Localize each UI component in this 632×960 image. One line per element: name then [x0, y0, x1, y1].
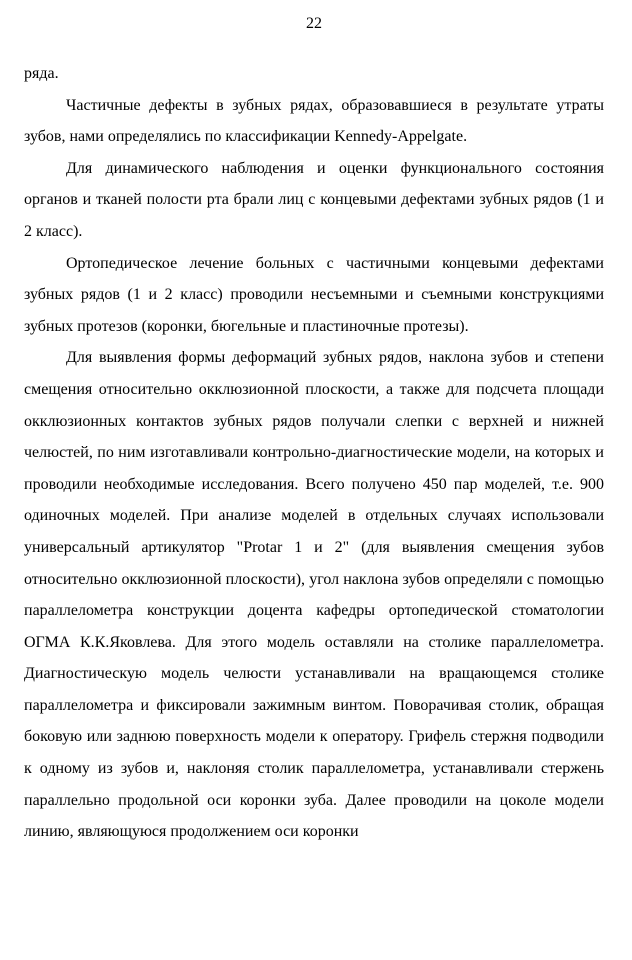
paragraph-continuation: ряда. — [24, 65, 59, 82]
paragraph-orthopedic-treatment: Ортопедическое лечение больных с частичными концевыми дефектами зубных рядов (1 и 2 класс) проводили несъемными и съемными конструкциями зубных протезов (коронки, бюгельные и пластиночные протезы). — [24, 254, 604, 335]
paragraph-dynamic-observation: Для динамического наблюдения и оценки функционального состояния органов и тканей полости рта брали лиц с концевыми дефектами зубных рядов (1 и 2 класс). — [24, 159, 604, 240]
paragraph-model-analysis: Для выявления формы деформаций зубных рядов, наклона зубов и степени смещения относительно окклюзионной плоскости, а также для подсчета площади окклюзионных контактов зубных рядов получали слепки с верхней и нижней челюстей, по ним изготавливали контрольно-диагностические модели, на которых и проводили необходимые исследования. Всего получено 450 пар моделей, т.е. 900 одиночных моделей. При анализе моделей в отдельных случаях использовали универсальный артикулятор "Protar 1 и 2" (для выявления смещения зубов относительно окклюзионной плоскости), угол наклона зубов определяли с помощью параллелометра конструкции доцента кафедры ортопедической стоматологии ОГМА К.К.Яковлева. Для этого модель оставляли на столике параллелометра. Диагностическую модель челюсти устанавливали на вращающемся столике параллелометра и фиксировали зажимным винтом. Поворачивая столик, обращая боковую или заднюю поверхность модели к оператору. Грифель стержня подводили к одному из зубов и, наклоняя столик параллелометра, устанавливали стержень параллельно продольной оси коронки зуба. Далее проводили на цоколе модели линию, являющуюся продолжением оси коронки — [24, 349, 604, 841]
paragraph-defects-classification: Частичные дефекты в зубных рядах, образовавшиеся в результате утраты зубов, нами определялись по классификации Kennedy-Appelgate. — [24, 96, 604, 146]
page-number: 22 — [306, 15, 322, 32]
